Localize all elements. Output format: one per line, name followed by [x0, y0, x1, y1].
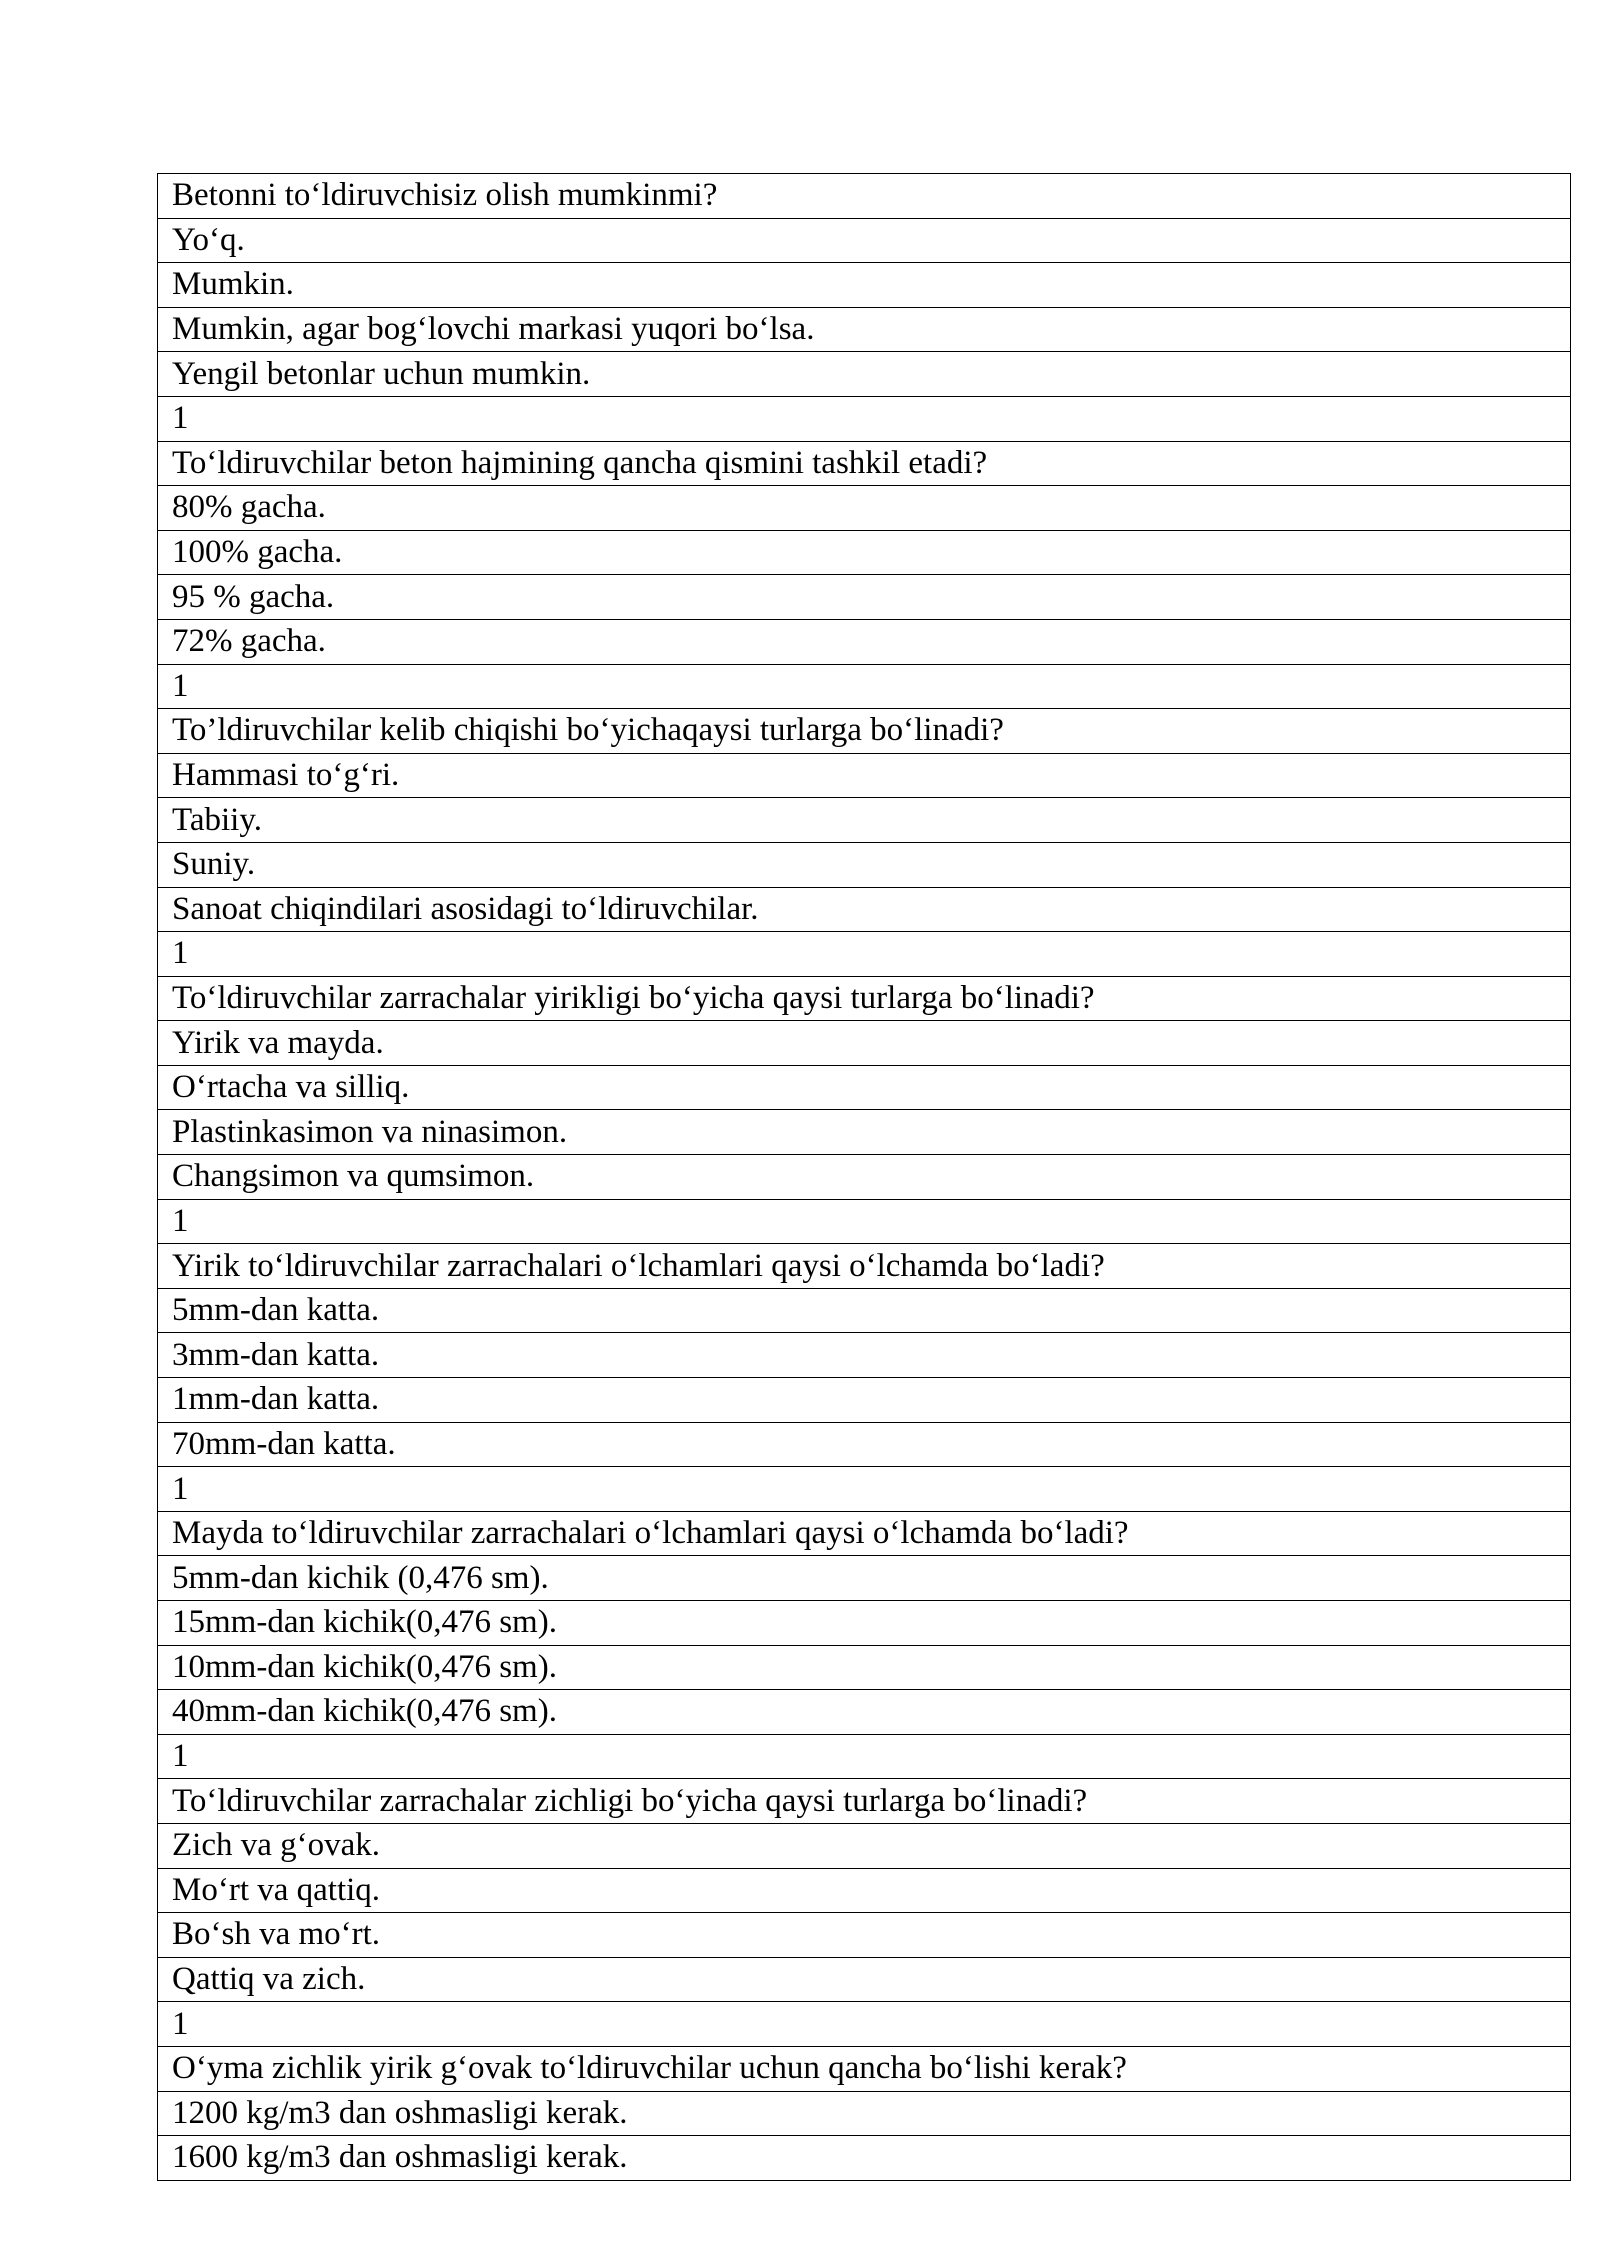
- answer-text: 1600 kg/m3 dan oshmasligi kerak.: [158, 2136, 1571, 2181]
- answer-row: [158, 1957, 1571, 2002]
- level-number: 1: [158, 2002, 1571, 2047]
- answer-text: Zich va g‘ovak.: [158, 1823, 1571, 1868]
- quiz-table-body: [158, 174, 1571, 2181]
- question-text: O‘yma zichlik yirik g‘ovak to‘ldiruvchilar uchun qancha bo‘lishi kerak?: [158, 2046, 1571, 2091]
- answer-text: Tabiiy.: [158, 798, 1571, 843]
- level-row: [158, 1467, 1571, 1512]
- answer-text: Mumkin.: [158, 263, 1571, 308]
- answer-row: [158, 1913, 1571, 1958]
- question-row: [158, 1779, 1571, 1824]
- answer-text: Qattiq va zich.: [158, 1957, 1571, 2002]
- answer-text: 72% gacha.: [158, 619, 1571, 664]
- answer-text: 15mm-dan kichik(0,476 sm).: [158, 1601, 1571, 1646]
- answer-row: [158, 1155, 1571, 1200]
- level-number: 1: [158, 1734, 1571, 1779]
- level-number: 1: [158, 1199, 1571, 1244]
- question-text: To‘ldiruvchilar zarrachalar yirikligi bo‘yicha qaysi turlarga bo‘linadi?: [158, 976, 1571, 1021]
- answer-text: 3mm-dan katta.: [158, 1333, 1571, 1378]
- question-text: Yirik to‘ldiruvchilar zarrachalari o‘lchamlari qaysi o‘lchamda bo‘ladi?: [158, 1244, 1571, 1289]
- question-row: [158, 2046, 1571, 2091]
- level-number: 1: [158, 932, 1571, 977]
- answer-row: [158, 1823, 1571, 1868]
- answer-text: Yo‘q.: [158, 218, 1571, 263]
- answer-row: [158, 307, 1571, 352]
- answer-text: 80% gacha.: [158, 486, 1571, 531]
- answer-row: [158, 486, 1571, 531]
- answer-text: Yirik va mayda.: [158, 1021, 1571, 1066]
- answer-text: 1mm-dan katta.: [158, 1378, 1571, 1423]
- answer-row: [158, 887, 1571, 932]
- answer-row: [158, 1422, 1571, 1467]
- answer-text: Mumkin, agar bog‘lovchi markasi yuqori bo‘lsa.: [158, 307, 1571, 352]
- level-row: [158, 664, 1571, 709]
- answer-row: [158, 263, 1571, 308]
- answer-text: Suniy.: [158, 842, 1571, 887]
- question-row: [158, 976, 1571, 1021]
- answer-text: 10mm-dan kichik(0,476 sm).: [158, 1645, 1571, 1690]
- question-row: [158, 1511, 1571, 1556]
- answer-row: [158, 2136, 1571, 2181]
- answer-row: [158, 798, 1571, 843]
- question-text: Betonni to‘ldiruvchisiz olish mumkinmi?: [158, 174, 1571, 219]
- answer-row: [158, 1021, 1571, 1066]
- question-text: Mayda to‘ldiruvchilar zarrachalari o‘lchamlari qaysi o‘lchamda bo‘ladi?: [158, 1511, 1571, 1556]
- answer-row: [158, 1065, 1571, 1110]
- answer-row: [158, 1110, 1571, 1155]
- answer-row: [158, 2091, 1571, 2136]
- answer-row: [158, 1288, 1571, 1333]
- answer-text: Changsimon va qumsimon.: [158, 1155, 1571, 1200]
- quiz-table: [157, 173, 1571, 2181]
- question-text: To’ldiruvchilar kelib chiqishi bo‘yichaqaysi turlarga bo‘linadi?: [158, 709, 1571, 754]
- answer-text: Bo‘sh va mo‘rt.: [158, 1913, 1571, 1958]
- answer-row: [158, 1556, 1571, 1601]
- answer-row: [158, 1378, 1571, 1423]
- answer-row: [158, 352, 1571, 397]
- question-text: To‘ldiruvchilar beton hajmining qancha qismini tashkil etadi?: [158, 441, 1571, 486]
- answer-text: 70mm-dan katta.: [158, 1422, 1571, 1467]
- question-row: [158, 1244, 1571, 1289]
- answer-row: [158, 1690, 1571, 1735]
- answer-row: [158, 1333, 1571, 1378]
- answer-text: Mo‘rt va qattiq.: [158, 1868, 1571, 1913]
- level-number: 1: [158, 1467, 1571, 1512]
- answer-text: Yengil betonlar uchun mumkin.: [158, 352, 1571, 397]
- answer-text: O‘rtacha va silliq.: [158, 1065, 1571, 1110]
- answer-row: [158, 753, 1571, 798]
- level-row: [158, 396, 1571, 441]
- level-row: [158, 932, 1571, 977]
- answer-text: Hammasi to‘g‘ri.: [158, 753, 1571, 798]
- answer-text: Sanoat chiqindilari asosidagi to‘ldiruvchilar.: [158, 887, 1571, 932]
- question-text: To‘ldiruvchilar zarrachalar zichligi bo‘yicha qaysi turlarga bo‘linadi?: [158, 1779, 1571, 1824]
- answer-row: [158, 1645, 1571, 1690]
- question-row: [158, 709, 1571, 754]
- level-number: 1: [158, 664, 1571, 709]
- answer-text: 40mm-dan kichik(0,476 sm).: [158, 1690, 1571, 1735]
- level-row: [158, 1199, 1571, 1244]
- answer-row: [158, 1868, 1571, 1913]
- level-row: [158, 2002, 1571, 2047]
- answer-row: [158, 575, 1571, 620]
- question-row: [158, 441, 1571, 486]
- answer-row: [158, 218, 1571, 263]
- answer-text: 1200 kg/m3 dan oshmasligi kerak.: [158, 2091, 1571, 2136]
- answer-text: Plastinkasimon va ninasimon.: [158, 1110, 1571, 1155]
- question-row: [158, 174, 1571, 219]
- answer-row: [158, 842, 1571, 887]
- answer-text: 95 % gacha.: [158, 575, 1571, 620]
- level-number: 1: [158, 396, 1571, 441]
- answer-text: 100% gacha.: [158, 530, 1571, 575]
- level-row: [158, 1734, 1571, 1779]
- answer-row: [158, 1601, 1571, 1646]
- answer-text: 5mm-dan katta.: [158, 1288, 1571, 1333]
- answer-row: [158, 619, 1571, 664]
- answer-row: [158, 530, 1571, 575]
- answer-text: 5mm-dan kichik (0,476 sm).: [158, 1556, 1571, 1601]
